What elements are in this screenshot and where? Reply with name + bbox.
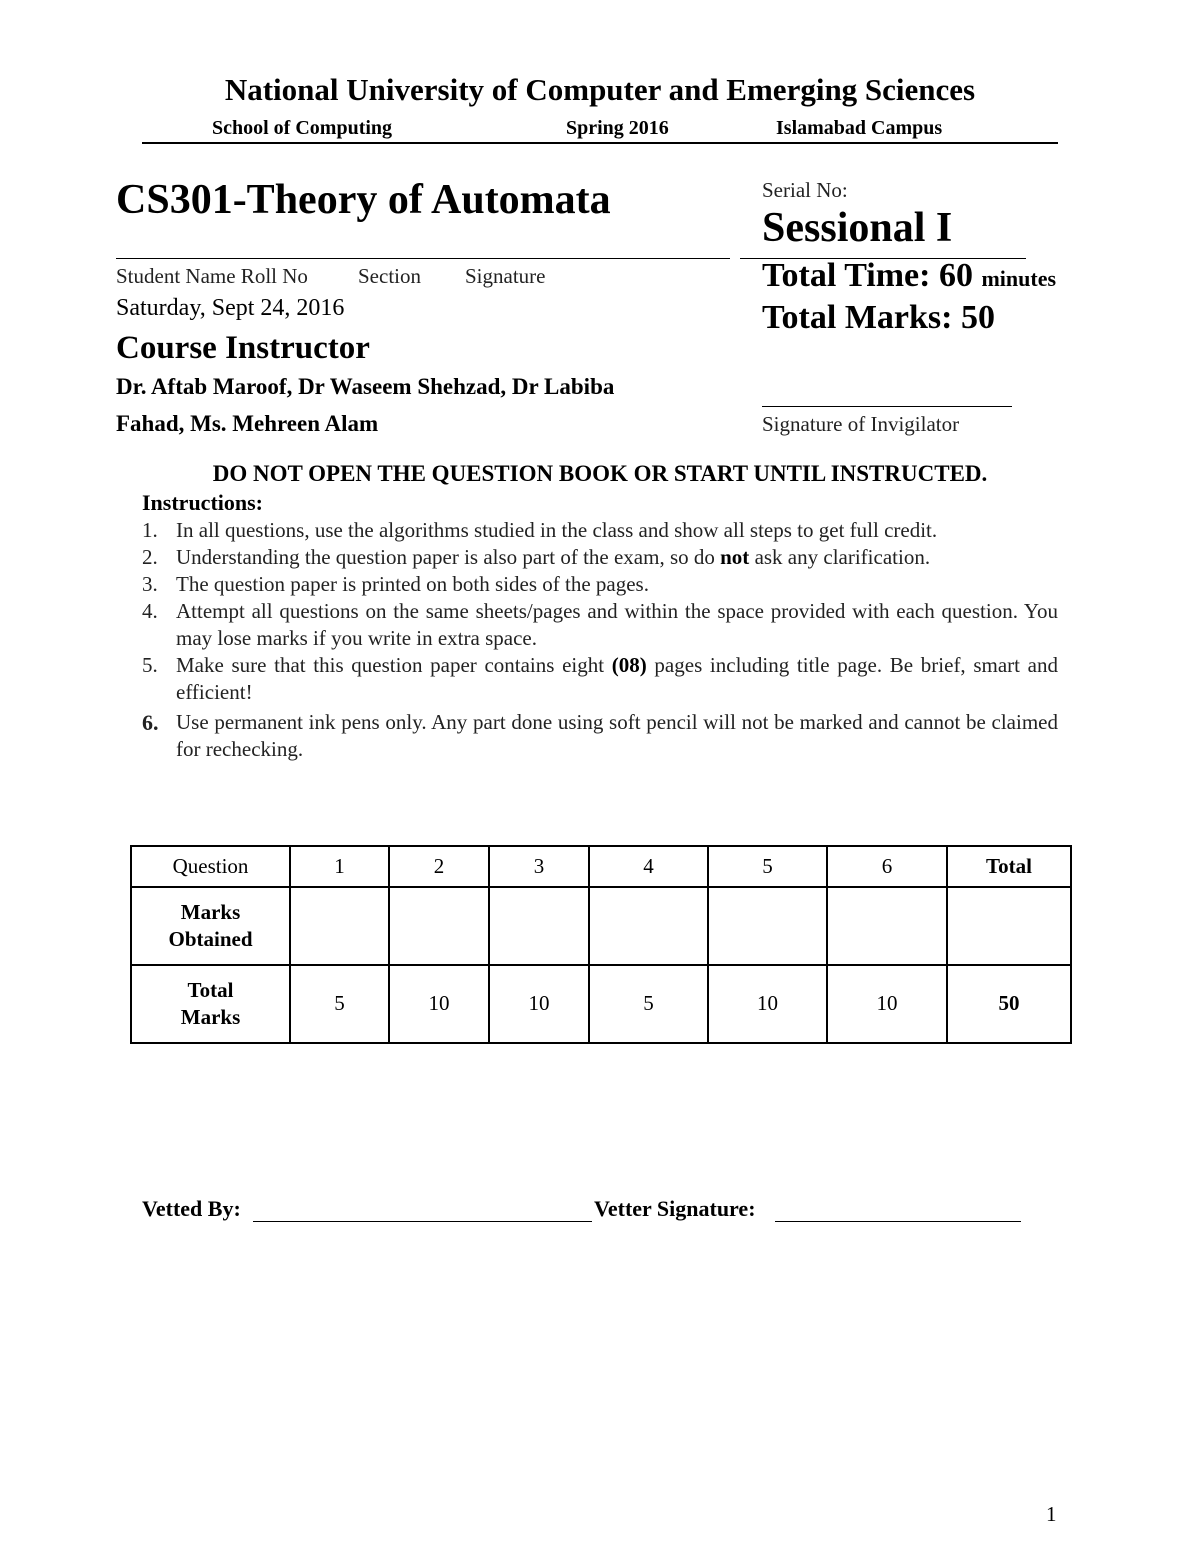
question-number: 6	[827, 846, 947, 887]
instruction-text: In all questions, use the algorithms studied in the class and show all steps to get full credit.	[176, 518, 938, 542]
instruction-text: pages including title page. Be brief, smart and efficient!	[176, 653, 1059, 704]
student-name-roll-label: Student Name Roll No	[116, 264, 308, 288]
instruction-number: 5.	[142, 653, 158, 677]
question-marks: 10	[489, 965, 589, 1043]
instruction-text: Understanding the question paper is also part of the exam, so do	[176, 545, 721, 569]
table-row	[131, 887, 1071, 965]
vetted-by-label: Vetted By:	[142, 1196, 241, 1221]
vetter-signature-label: Vetter Signature:	[594, 1196, 756, 1221]
invigilator-signature-line	[762, 406, 1012, 407]
marks-obtained-label-2: Obtained	[168, 926, 253, 951]
student-info-line	[116, 258, 730, 259]
section-label: Section	[358, 264, 421, 288]
instruction-text: Use permanent ink pens only. Any part done using soft pencil will not be marked and cannot be claimed for rechecking.	[176, 710, 1058, 761]
instruction-text: Make sure that this question paper contains eight	[176, 653, 612, 677]
marks-obtained-total-cell	[947, 887, 1071, 965]
instruction-item	[142, 571, 1058, 598]
total-time-value: Total Time: 60	[762, 257, 973, 294]
marks-obtained-label	[131, 887, 290, 965]
instruction-text: ask any clarification.	[749, 545, 931, 569]
warning-text: DO NOT OPEN THE QUESTION BOOK OR START UNTIL INSTRUCTED.	[212, 461, 988, 486]
term: Spring 2016	[566, 117, 669, 139]
instructions-heading: Instructions:	[142, 490, 264, 515]
instruction-item	[142, 517, 1058, 544]
total-time-unit: minutes	[981, 266, 1057, 291]
school-name: School of Computing	[212, 117, 393, 139]
question-marks: 10	[389, 965, 489, 1043]
serial-number-label: Serial No:	[762, 178, 848, 202]
total-marks-label	[131, 965, 290, 1043]
marks-obtained-cell	[389, 887, 489, 965]
instruction-number: 1.	[142, 518, 158, 542]
question-marks: 10	[827, 965, 947, 1043]
instruction-emphasis: (08)	[611, 653, 647, 677]
instruction-item	[142, 709, 1058, 763]
instruction-text: Attempt all questions on the same sheets/pages and within the space provided with each question. You may lose marks if you write in extra space.	[176, 599, 1058, 650]
instructors-line-1: Dr. Aftab Maroof, Dr Waseem Shehzad, Dr Labiba	[116, 374, 615, 399]
total-marks-label-2: Marks	[180, 1004, 241, 1029]
question-marks: 5	[589, 965, 708, 1043]
table-row	[131, 846, 1071, 887]
instruction-number: 4.	[142, 599, 158, 623]
marks-obtained-label-1: Marks	[180, 899, 241, 924]
instructions-list	[142, 517, 1058, 763]
question-number: 3	[489, 846, 589, 887]
question-number: 4	[589, 846, 708, 887]
instructors-line-2: Fahad, Ms. Mehreen Alam	[116, 411, 379, 436]
instruction-item	[142, 544, 1058, 571]
instructor-heading: Course Instructor	[116, 330, 370, 366]
instruction-item	[142, 598, 1058, 652]
marks-obtained-cell	[290, 887, 389, 965]
total-marks: Total Marks: 50	[762, 299, 995, 336]
instruction-emphasis: not	[720, 545, 750, 569]
course-title: CS301-Theory of Automata	[116, 177, 611, 223]
invigilator-signature-label: Signature of Invigilator	[762, 412, 960, 436]
university-name: National University of Computer and Emerging Sciences	[224, 72, 976, 107]
grand-total: 50	[947, 965, 1071, 1043]
question-marks: 5	[290, 965, 389, 1043]
instruction-number: 2.	[142, 545, 158, 569]
marks-obtained-cell	[708, 887, 827, 965]
marks-obtained-cell	[489, 887, 589, 965]
signature-label: Signature	[465, 264, 546, 288]
vetter-signature-line	[775, 1221, 1021, 1222]
campus: Islamabad Campus	[776, 117, 943, 139]
total-marks-label-1: Total	[187, 977, 234, 1002]
exam-date: Saturday, Sept 24, 2016	[116, 295, 345, 321]
question-number: 1	[290, 846, 389, 887]
question-number: 5	[708, 846, 827, 887]
marks-table	[130, 845, 1072, 1044]
instruction-number: 3.	[142, 572, 158, 596]
instruction-text: The question paper is printed on both sides of the pages.	[176, 572, 649, 596]
instruction-number: 6.	[142, 710, 159, 735]
question-marks: 10	[708, 965, 827, 1043]
vetted-by-line	[253, 1221, 592, 1222]
total-header: Total	[947, 846, 1071, 887]
marks-obtained-cell	[589, 887, 708, 965]
marks-obtained-cell	[827, 887, 947, 965]
instruction-item	[142, 652, 1058, 706]
table-row	[131, 965, 1071, 1043]
header-divider	[142, 142, 1058, 144]
question-number: 2	[389, 846, 489, 887]
total-time	[762, 257, 1056, 295]
question-label: Question	[131, 846, 290, 887]
exam-name: Sessional I	[762, 205, 953, 251]
page-number: 1	[1046, 1502, 1057, 1526]
